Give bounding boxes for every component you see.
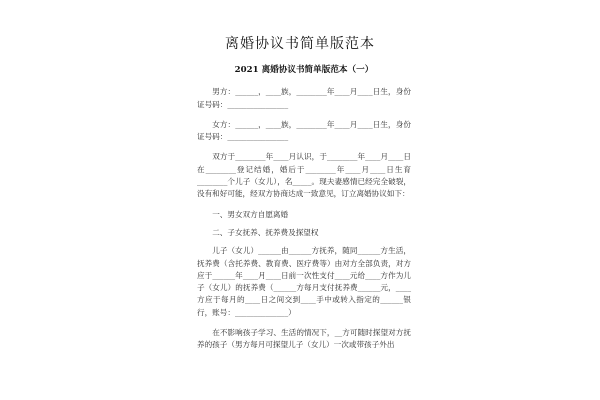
article-title: 2021 离婚协议书简单版范本（一）	[234, 65, 374, 75]
clause-voluntary-divorce: 一、男女双方自愿离婚	[212, 209, 289, 219]
paragraph-husband-info: 男方：______，____族，________年____月____日生，身份证号码：________________	[197, 87, 411, 109]
paragraph-wife-info: 女方：______，____族，________年____月____日生，身份证号码：________________	[197, 119, 411, 142]
paragraph-child-support: 儿子（女儿）______由______方抚养，随同______方生活，抚养费（含托养费、教育费、医疗费等）由对方全部负责，对方应于______年____月____日前一次性支付____元给____方作为儿子（女儿）的抚养费（______方每月支付抚养费______元，____方应于每月的____日之间交到____手中或转入指定的______银行，账号：______________）	[197, 246, 411, 317]
clause-child-custody-heading: 二、子女抚养、抚养费及探望权	[212, 227, 319, 237]
article	[197, 64, 411, 360]
page-title: 离婚协议书简单版范本	[225, 36, 375, 52]
paragraph-marriage-history: 双方于________年____月认识，于________年____月____日在________登记结婚，婚后于________年____月____日生育________个儿子（女儿），名_____。现夫妻感情已经完全破裂，没有和好可能，经双方协商达成一致意见，订立离婚协议如下：	[197, 152, 411, 199]
paragraph-visitation: 在不影响孩子学习、生活的情况下，__方可随时探望对方抚养的孩子（男方每月可探望儿子（女儿）一次或带孩子外出	[197, 328, 411, 350]
